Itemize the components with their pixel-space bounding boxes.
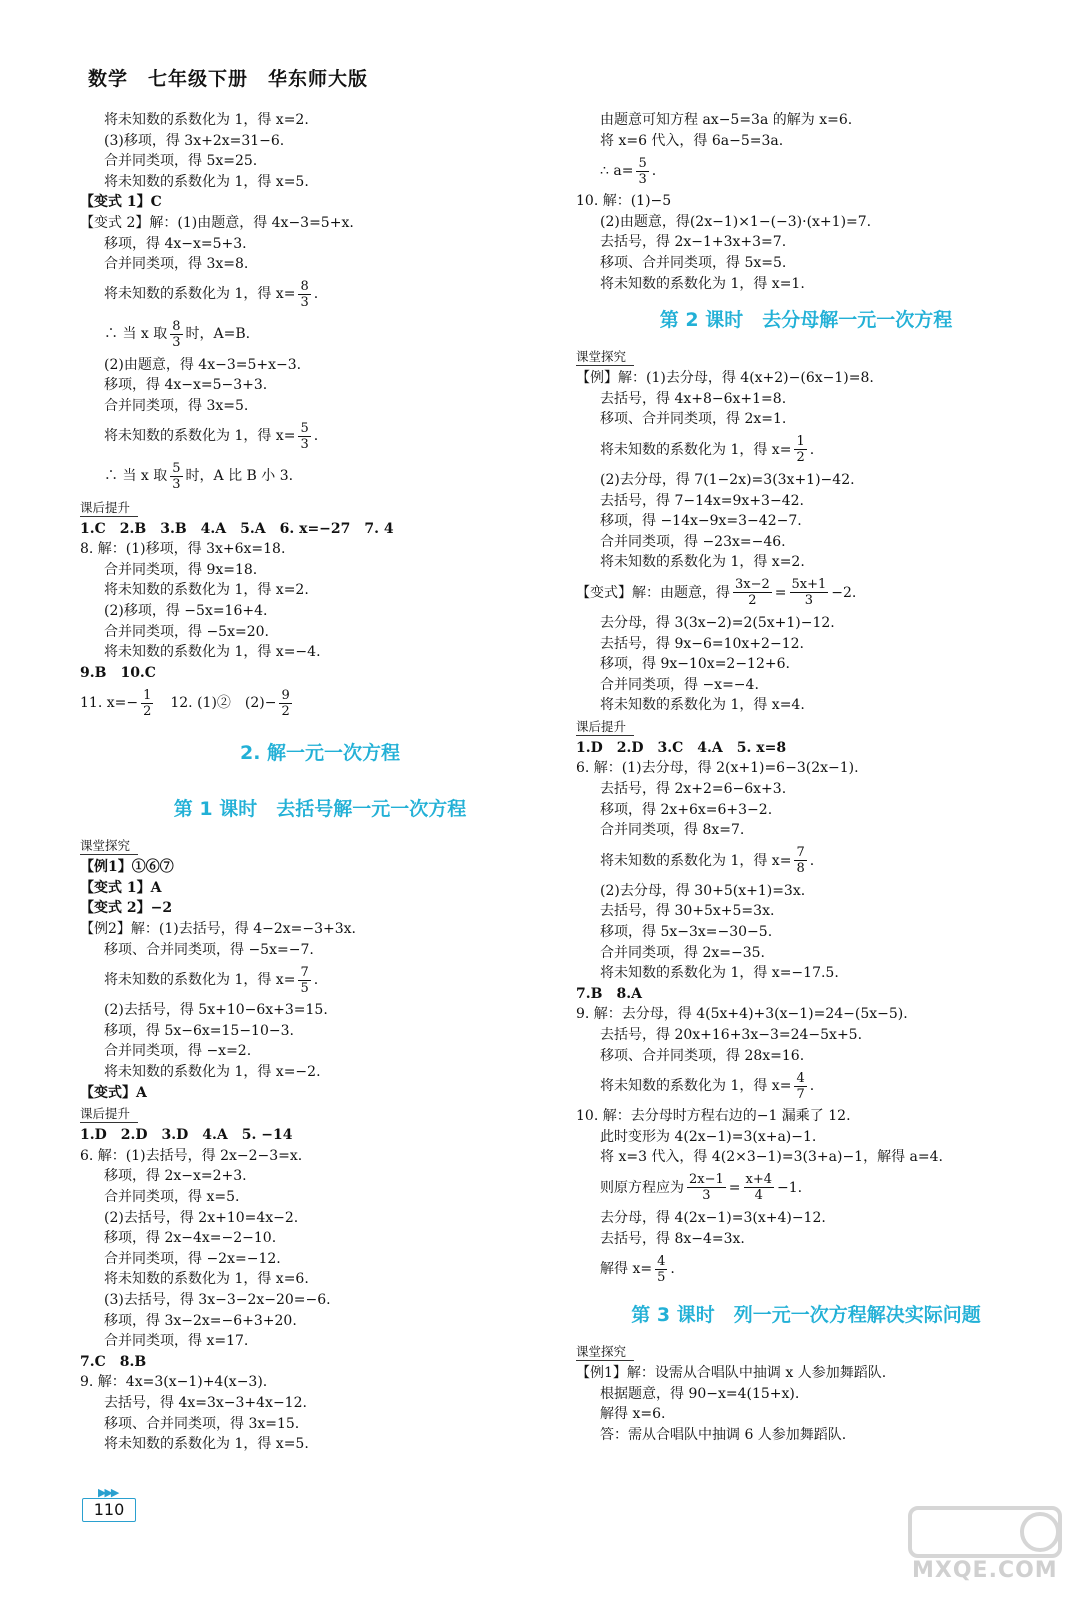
text-line: 去括号，得 4x=3x−3+4x−12. [104,1394,307,1411]
fraction-line: 将未知数的系数化为 1，得 x= $\frac{8}{3}$ . [104,279,319,311]
text-line: (3)移项，得 3x+2x=31−6. [104,132,285,149]
text-line: (2)去分母，得 30+5(x+1)=3x. [600,882,806,899]
fraction-line: 11. x=− $\frac{1}{2}$ 12. (1)② (2)− $\frac{9}{2}$ [80,687,290,719]
fraction-line: 将未知数的系数化为 1，得 x= $\frac{7}{8}$ . [600,845,815,877]
text-line: 移项，得 2x−4x=−2−10. [104,1230,277,1247]
section-tag: 课堂探究 [80,838,138,855]
answer-line: 1.D 2.D 3.D 4.A 5. −14 [80,1127,293,1144]
text-line: (2)去分母，得 7(1−2x)=3(3x+1)−42. [600,471,855,488]
text-line: 合并同类项，得 3x=8. [104,256,249,273]
text-line: 【变式 2】解：(1)由题意，得 4x−3=5+x. [80,214,354,231]
text-line: 合并同类项，得 −2x=−12. [104,1250,281,1267]
text-line: 移项，得 2x+6x=6+3−2. [600,801,773,818]
page-header: 数学 七年级下册 华东师大版 [88,68,369,90]
text-line: 10. 解：(1)−5 [576,193,672,210]
section-tag: 课后提升 [80,500,138,517]
text-line: 去分母，得 4(2x−1)=3(x+4)−12. [600,1209,826,1226]
answer-line: 9.B 10.C [80,664,156,681]
text-line: 合并同类项，得 −23x=−46. [600,533,786,550]
text-line: 合并同类项，得 −x=−4. [600,676,759,693]
answer-line: 1.D 2.D 3.C 4.A 5. x=8 [576,739,787,756]
right-column [576,110,1036,1446]
text-line: 将未知数的系数化为 1，得 x=−4. [104,644,321,661]
lesson-title: 第 2 课时 去分母解一元一次方程 [659,309,953,332]
text-line: (2)由题意，得 4x−3=5+x−3. [104,356,302,373]
text-line: 移项、合并同类项，得 28x=16. [600,1047,805,1064]
text-line: 将 x=6 代入，得 6a−5=3a. [600,132,784,149]
text-line: 9. 解：4x=3(x−1)+4(x−3). [80,1374,268,1391]
text-line: 去括号，得 8x−4=3x. [600,1230,745,1247]
text-line: 移项，得 2x−x=2+3. [104,1168,247,1185]
page-number: 110 [82,1498,136,1522]
text-line: 合并同类项，得 3x=5. [104,397,249,414]
text-line: 去括号，得 9x−6=10x+2−12. [600,635,804,652]
text-line: 8. 解：(1)移项，得 3x+6x=18. [80,541,286,558]
section-tag: 课堂探究 [576,1344,634,1361]
lesson-title: 第 1 课时 去括号解一元一次方程 [173,798,467,821]
text-line: 合并同类项，得 8x=7. [600,822,745,839]
answer-line: 【变式 2】−2 [80,900,173,917]
text-line: 移项，得 4x−x=5+3. [104,235,247,252]
answer-line: 1.C 2.B 3.B 4.A 5.A 6. x=−27 7. 4 [80,520,394,537]
answer-line: 7.C 8.B [80,1353,147,1370]
text-line: 去括号，得 4x+8−6x+1=8. [600,390,787,407]
text-line: 6. 解：(1)去分母，得 2(x+1)=6−3(2x−1). [576,760,859,777]
text-line: 去括号，得 7−14x=9x+3−42. [600,492,804,509]
text-line: 移项，得 3x−2x=−6+3+20. [104,1312,297,1329]
text-line: (2)去括号，得 2x+10=4x−2. [104,1209,299,1226]
text-line: 合并同类项，得 x=5. [104,1189,240,1205]
answer-line: 【例1】①⑥⑦ [80,859,174,876]
text-line: 9. 解：去分母，得 4(5x+4)+3(x−1)=24−(5x−5). [576,1006,908,1023]
text-line: 答：需从合唱队中抽调 6 人参加舞蹈队. [600,1426,847,1443]
text-line: 移项，得 4x−x=5−3+3. [104,377,268,394]
fraction-line: 将未知数的系数化为 1，得 x= $\frac{7}{5}$ . [104,964,319,996]
section-tag: 课堂探究 [576,349,634,366]
text-line: 此时变形为 4(2x−1)=3(x+a)−1. [600,1128,817,1145]
text-line: 移项，得 5x−3x=−30−5. [600,924,773,941]
lesson-title: 第 3 课时 列一元一次方程解决实际问题 [631,1304,981,1327]
section-tag: 课后提升 [80,1106,138,1123]
text-line: 合并同类项，得 −5x=20. [104,623,269,640]
text-line: 合并同类项，得 x=17. [104,1333,249,1350]
section-tag: 课后提升 [576,719,634,736]
text-line: (2)去括号，得 5x+10−6x+3=15. [104,1002,328,1019]
text-line: 合并同类项，得 −x=2. [104,1043,252,1060]
fraction-line: 则原方程应为 $\frac{2x-1}{3}$ = $\frac{x+4}{4}$ −1. [600,1172,803,1204]
text-line: 根据题意，得 90−x=4(15+x). [600,1385,800,1402]
section-title: 2. 解一元一次方程 [239,742,401,765]
text-line: 6. 解：(1)去括号，得 2x−2−3=x. [80,1147,303,1164]
text-line: 移项、合并同类项，得 5x=5. [600,254,787,271]
text-line: 去括号，得 2x−1+3x+3=7. [600,234,787,251]
text-line: 将未知数的系数化为 1，得 x=5. [104,1436,309,1453]
text-line: 将未知数的系数化为 1，得 x=−17.5. [600,965,839,982]
text-line: 将未知数的系数化为 1，得 x=2. [600,554,805,571]
text-line: (3)去括号，得 3x−3−2x−20=−6. [104,1291,331,1308]
text-line: (2)移项，得 −5x=16+4. [104,602,268,619]
answer-line: 【变式 1】C [80,194,162,211]
fraction-line: ∴ 当 x 取 $\frac{8}{3}$ 时，A=B. [104,319,251,351]
answer-line: 【变式 1】A [80,879,162,896]
text-line: 【例2】解：(1)去括号，得 4−2x=−3+3x. [80,921,356,938]
text-line: 去分母，得 3(3x−2)=2(5x+1)−12. [600,614,835,631]
text-line: 移项、合并同类项，得 2x=1. [600,411,787,428]
text-line: 将未知数的系数化为 1，得 x=2. [104,582,309,599]
text-line: (2)由题意，得(2x−1)×1−(−3)·(x+1)=7. [600,213,872,230]
text-line: 将未知数的系数化为 1，得 x=1. [600,275,805,292]
text-line: 将未知数的系数化为 1，得 x=2. [104,112,309,128]
text-line: 将未知数的系数化为 1，得 x=5. [104,173,309,190]
text-line: 解得 x=6. [600,1406,666,1423]
fraction-line: ∴ 当 x 取 $\frac{5}{3}$ 时，A 比 B 小 3. [104,461,294,493]
text-line: 去括号，得 30+5x+5=3x. [600,903,775,920]
fraction-line: ∴ a= $\frac{5}{3}$ . [600,155,657,187]
text-line: 10. 解：去分母时方程右边的−1 漏乘了 12. [576,1108,851,1125]
text-line: 移项，得 5x−6x=15−10−3. [104,1022,294,1039]
fraction-line: 将未知数的系数化为 1，得 x= $\frac{1}{2}$ . [600,434,815,466]
text-line: 合并同类项，得 2x=−35. [600,944,765,961]
fraction-line: 【变式】解：由题意，得 $\frac{3x-2}{2}$ = $\frac{5x+1}{3}$ −2. [576,577,857,609]
text-line: 移项、合并同类项，得 −5x=−7. [104,941,314,958]
left-column [80,110,560,1455]
text-line: 【例1】解：设需从合唱队中抽调 x 人参加舞蹈队. [576,1365,887,1382]
text-line: 将未知数的系数化为 1，得 x=6. [104,1271,309,1288]
text-line: 合并同类项，得 9x=18. [104,561,258,578]
watermark-text: MXQE.COM [912,1558,1058,1583]
fraction-line: 解得 x= $\frac{4}{5}$ . [600,1253,675,1285]
text-line: 去括号，得 2x+2=6−6x+3. [600,781,787,798]
text-line: 去括号，得 20x+16+3x−3=24−5x+5. [600,1027,863,1043]
text-line: 合并同类项，得 5x=25. [104,153,258,170]
text-line: 将 x=3 代入，得 4(2×3−1)=3(3+a)−1，解得 a=4. [600,1149,943,1166]
fraction-line: 将未知数的系数化为 1，得 x= $\frac{5}{3}$ . [104,421,319,453]
text-line: 由题意可知方程 ax−5=3a 的解为 x=6. [600,112,853,128]
text-line: 将未知数的系数化为 1，得 x=−2. [104,1064,321,1081]
answer-line: 【变式】A [80,1084,147,1101]
text-line: 将未知数的系数化为 1，得 x=4. [600,697,805,714]
text-line: 移项、合并同类项，得 3x=15. [104,1415,300,1432]
fraction-line: 将未知数的系数化为 1，得 x= $\frac{4}{7}$ . [600,1070,815,1102]
answer-line: 7.B 8.A [576,985,642,1002]
text-line: 移项，得 9x−10x=2−12+6. [600,656,790,673]
arrows-icon: ▶▶▶ [98,1486,118,1499]
text-line: 移项，得 −14x−9x=3−42−7. [600,513,802,530]
text-line: 【例】解：(1)去分母，得 4(x+2)−(6x−1)=8. [576,370,874,387]
